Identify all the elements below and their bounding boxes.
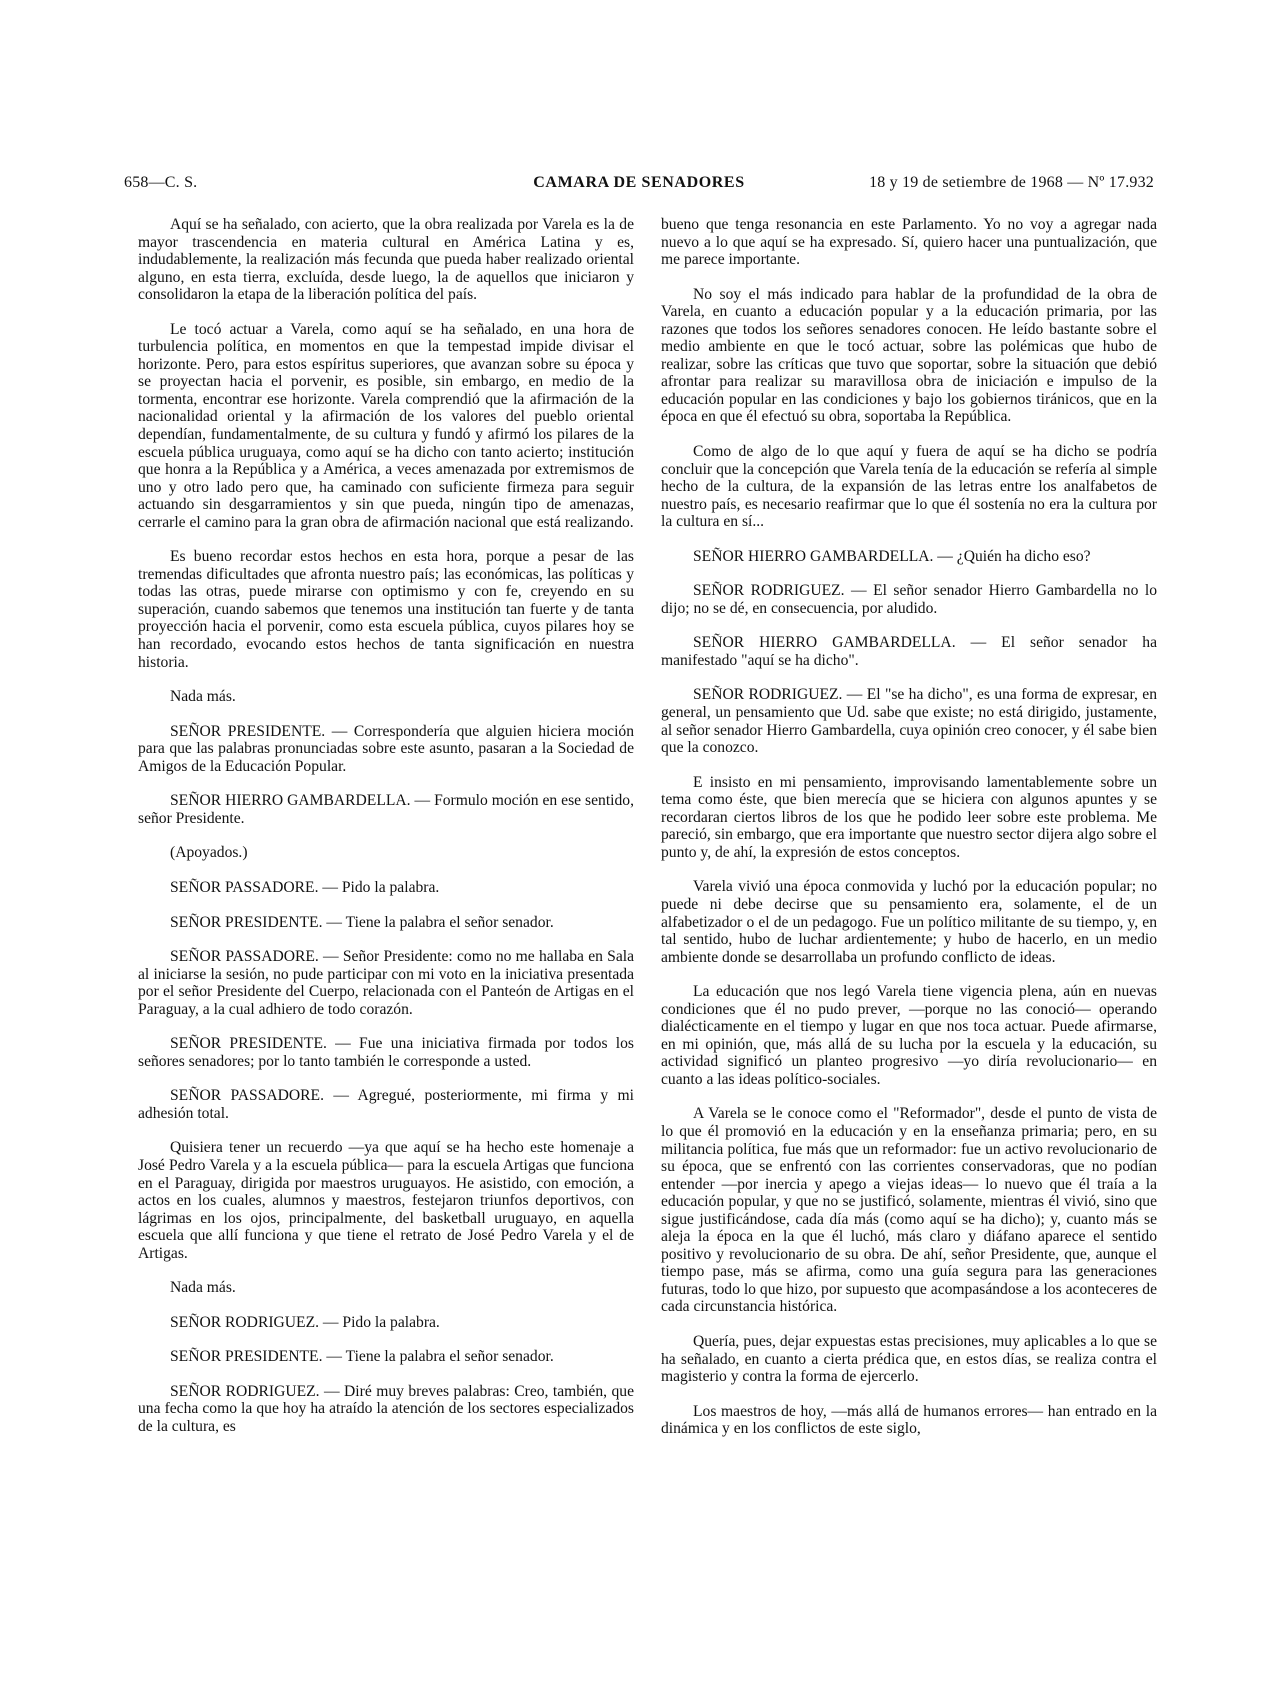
paragraph: SEÑOR HIERRO GAMBARDELLA. — ¿Quién ha dicho eso? <box>693 547 1091 565</box>
right-column <box>661 216 1157 1455</box>
paragraph: SEÑOR PRESIDENTE. — Tiene la palabra el señor senador. <box>170 1348 554 1366</box>
paragraph: SEÑOR PASSADORE. — Pido la palabra. <box>170 878 440 896</box>
paragraph: SEÑOR HIERRO GAMBARDELLA. — El señor senador ha manifestado "aquí se ha dicho". <box>661 634 1157 669</box>
paragraph: SEÑOR PASSADORE. — Agregué, posteriormente, mi firma y mi adhesión total. <box>138 1087 634 1122</box>
paragraph: Nada más. <box>170 1279 236 1297</box>
left-column <box>138 216 634 1453</box>
paragraph: Quería, pues, dejar expuestas estas precisiones, muy aplicables a lo que se ha señalado, en cuanto a cierta prédica que, en estos días, se realiza contra el magisterio y contra la forma de ejercerlo. <box>661 1332 1157 1386</box>
paragraph: Le tocó actuar a Varela, como aquí se ha señalado, en una hora de turbulencia política, en momentos en que la tempestad impide divisar el horizonte. Pero, para estos espíritus superiores, que avanzan sobre su época y se proyectan hacia el porvenir, es posible, sin embargo, en medio de la tormenta, encontrar ese horizonte. Varela comprendió que la afirmación de la nacionalidad oriental y la afirmación de los valores del pueblo oriental dependían, fundamentalmente, de su cultura y fundó y afirmó los pilares de la escuela pública uruguaya, como aquí se ha dicho con tanto acierto; institución que honra a la República y a América, a veces amenazada por extremismos de uno y otro lado pero que, ha caminado con suficiente firmeza para seguir actuando sin desgarramientos y sin que pueda, ningún tipo de amenazas, cerrarle el camino para la gran obra de afirmación nacional que está realizando. <box>138 320 634 531</box>
paragraph: SEÑOR RODRIGUEZ. — Pido la palabra. <box>170 1313 440 1331</box>
page-title: CAMARA DE SENADORES <box>533 174 745 191</box>
paragraph: E insisto en mi pensamiento, improvisando lamentablemente sobre un tema como éste, que bien merecía que se hiciera con algunos apuntes y se recordaran ciertos libros de los que he podido leer sobre este problema. Me pareció, sin embargo, que era importante que nuestro sector dijera algo sobre el punto y, de ahí, la expresión de estos conceptos. <box>661 773 1157 861</box>
paragraph: La educación que nos legó Varela tiene vigencia plena, aún en nuevas condiciones que él no pudo prever, —porque no las conoció— operando dialécticamente en el tiempo y lugar en que nos toca actuar. Puede afirmarse, en mi opinión, que, más allá de su lucha por la escuela y la educación, su actividad significó un planteo progresivo —yo diría revolucionario— en cuanto a las ideas político-sociales. <box>661 983 1157 1088</box>
paragraph: SEÑOR HIERRO GAMBARDELLA. — Formulo moción en ese sentido, señor Presidente. <box>138 792 634 827</box>
issue-date: 18 y 19 de setiembre de 1968 — Nº 17.932 <box>869 174 1154 191</box>
paragraph: SEÑOR PASSADORE. — Señor Presidente: como no me hallaba en Sala al iniciarse la sesión, no pude participar con mi voto en la iniciativa presentada por el señor Presidente del Cuerpo, relacionada con el Panteón de Artigas en el Paraguay, a la cual adhiero de todo corazón. <box>138 948 634 1018</box>
paragraph: Como de algo de lo que aquí y fuera de aquí se ha dicho se podría concluir que la concepción que Varela tenía de la educación se refería al simple hecho de la cultura, de la expansión de las letras entre los analfabetos de nuestro país, es necesario reafirmar que lo que él sostenía no era la cultura por la cultura en sí... <box>661 443 1157 531</box>
paragraph: Varela vivió una época conmovida y luchó por la educación popular; no puede ni debe decirse que su pensamiento era, solamente, el de un alfabetizador o el de un pedagogo. Fue un político militante de su tiempo, y, en tal sentido, hubo de luchar ardientemente; y hubo de hacerlo, en un medio ambiente donde se desarrollaba un profundo conflicto de ideas. <box>661 878 1157 966</box>
paragraph: Quisiera tener un recuerdo —ya que aquí se ha hecho este homenaje a José Pedro Varela y a la escuela pública— para la escuela Artigas que funciona en el Paraguay, dirigida por maestros uruguayos. He asistido, con emoción, a actos en los cuales, alumnos y maestros, festejaron triunfos deportivos, con lágrimas en los ojos, principalmente, del basketball uruguayo, en aquella escuela que allí funciona y que tiene el retrato de José Pedro Varela y el de Artigas. <box>138 1139 634 1262</box>
paragraph: SEÑOR RODRIGUEZ. — El "se ha dicho", es una forma de expresar, en general, un pensamiento que Ud. sabe que existe; no está dirigido, justamente, al señor senador Hierro Gambardella, cuya opinión creo conocer, y él sabe bien que la conozco. <box>661 686 1157 757</box>
paragraph: (Apoyados.) <box>170 844 248 862</box>
paragraph: Nada más. <box>170 688 236 706</box>
paragraph: No soy el más indicado para hablar de la profundidad de la obra de Varela, en cuanto a educación popular y a la educación primaria, por las razones que todos los señores senadores conocen. He leído bastante sobre el medio ambiente en que le tocó actuar, sobre las polémicas que hubo de realizar, sobre las críticas que tuvo que soportar, sobre la situación que debió afrontar para realizar su maravillosa obra de iniciación e impulso de la educación popular en las condiciones y bajo los gobiernos tiránicos, que en la época en que él efectuó su obra, soportaba la República. <box>661 285 1157 426</box>
paragraph: Los maestros de hoy, —más allá de humanos errores— han entrado en la dinámica y en los conflictos de este siglo, <box>661 1402 1157 1438</box>
page-number: 658—C. S. <box>124 174 198 191</box>
paragraph: A Varela se le conoce como el "Reformador", desde el punto de vista de lo que él promovió en la educación y en la enseñanza primaria; pero, en su militancia política, fue más que un reformador: fue un activo revolucionario de su época, que se enfrentó con las corrientes conservadoras, que no podían entender —por inercia y apego a viejas ideas— lo nuevo que él traía a la educación popular, y que no se justificó, solamente, mientras él vivió, sino que sigue justificándose, cada día más (como aquí se ha dicho); y, cuanto más se aleja la época en la que él luchó, más claro y diáfano aparece el sentido positivo y revolucionario de su obra. De ahí, señor Presidente, que, aunque el tiempo pase, más se afirma, como una guía segura para las generaciones futuras, todo lo que hizo, por supuesto que acompasándose a los aconteceres de cada circunstancia histórica. <box>661 1105 1157 1316</box>
paragraph: Aquí se ha señalado, con acierto, que la obra realizada por Varela es la de mayor trascendencia en materia cultural en América Latina y es, indudablemente, la realización más fecunda que pueda haber realizado oriental alguno, en esta tierra, excluída, desde luego, la de aquellos que iniciaron y consolidaron la etapa de la liberación política del país. <box>138 216 634 304</box>
paragraph: SEÑOR PRESIDENTE. — Correspondería que alguien hiciera moción para que las palabras pronunciadas sobre este asunto, pasaran a la Sociedad de Amigos de la Educación Popular. <box>138 722 634 775</box>
paragraph: SEÑOR PRESIDENTE. — Fue una iniciativa firmada por todos los señores senadores; por lo tanto también le corresponde a usted. <box>138 1035 634 1070</box>
page-header <box>124 174 1154 198</box>
paragraph: bueno que tenga resonancia en este Parlamento. Yo no voy a agregar nada nuevo a lo que aquí se ha expresado. Sí, quiero hacer una puntualización, que me parece importante. <box>661 216 1157 269</box>
paragraph: SEÑOR PRESIDENTE. — Tiene la palabra el señor senador. <box>170 913 554 931</box>
paragraph: SEÑOR RODRIGUEZ. — El señor senador Hierro Gambardella no lo dijo; no se dé, en consecuencia, por aludido. <box>661 582 1157 617</box>
paragraph: Es bueno recordar estos hechos en esta hora, porque a pesar de las tremendas dificultades que afronta nuestro país; las económicas, las políticas y todas las otras, puede mirarse con optimismo y con fe, creyendo en su superación, cuando sabemos que tenemos una institución tan fuerte y de tanta proyección hacia el porvenir, como esta escuela pública, cuyos pilares hoy se han recordado, evocando estos hechos de tanta significación en nuestra historia. <box>138 548 634 671</box>
paragraph: SEÑOR RODRIGUEZ. — Diré muy breves palabras: Creo, también, que una fecha como la que hoy ha atraído la atención de los sectores especializados de la cultura, es <box>138 1382 634 1435</box>
